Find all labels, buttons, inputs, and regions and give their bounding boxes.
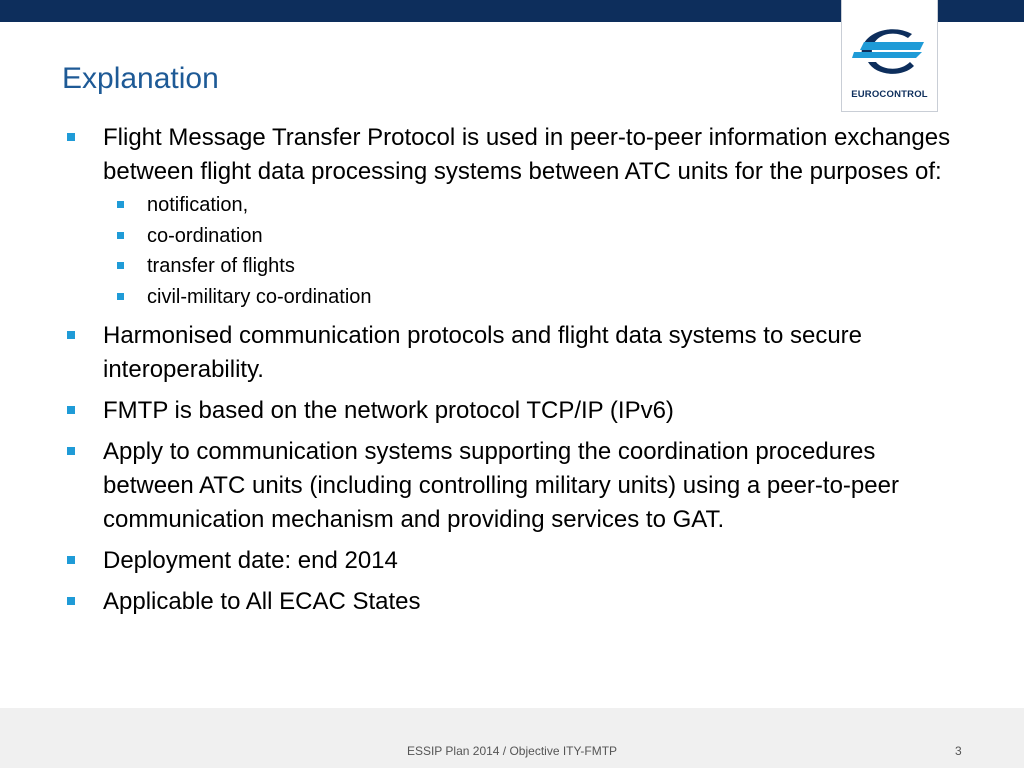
square-bullet-icon: [67, 556, 75, 564]
bullet-text: FMTP is based on the network protocol TCP/IP (IPv6): [103, 397, 674, 424]
footer-band: [0, 708, 1024, 768]
square-bullet-icon: [117, 293, 124, 300]
sub-bullet-text: transfer of flights: [147, 255, 295, 277]
square-bullet-icon: [67, 597, 75, 605]
bullet-text: Deployment date: end 2014: [103, 547, 398, 574]
square-bullet-icon: [67, 331, 75, 339]
bullet-item: [64, 319, 969, 387]
sub-bullet-item: [103, 251, 969, 282]
bullet-text: Flight Message Transfer Protocol is used in peer-to-peer information exchanges between flight data processing systems between ATC units for the purposes of:: [103, 124, 951, 185]
square-bullet-icon: [117, 201, 124, 208]
bullet-item: [64, 435, 969, 537]
bullet-list: [64, 121, 969, 619]
bullet-text: Harmonised communication protocols and flight data systems to secure interoperability.: [103, 322, 863, 383]
square-bullet-icon: [67, 133, 75, 141]
square-bullet-icon: [117, 232, 124, 239]
logo-wordmark: EUROCONTROL: [851, 89, 928, 100]
bullet-text: Applicable to All ECAC States: [103, 588, 421, 615]
sub-bullet-text: co-ordination: [147, 224, 263, 247]
sub-bullet-list: [103, 190, 969, 312]
bullet-item: [64, 121, 969, 312]
square-bullet-icon: [67, 447, 75, 455]
footer-text: ESSIP Plan 2014 / Objective ITY-FMTP: [406, 744, 618, 758]
bullet-text: Apply to communication systems supporting the coordination procedures between ATC units (including controlling military units) using a peer-to-peer communication mechanism and providing services to GAT.: [103, 438, 899, 533]
sub-bullet-item: [103, 282, 969, 313]
bullet-item: [64, 585, 969, 619]
slide-content: [64, 121, 969, 626]
bullet-item: [64, 544, 969, 578]
sub-bullet-item: [103, 190, 969, 221]
eurocontrol-emblem-icon: [850, 16, 930, 84]
eurocontrol-logo: [841, 0, 938, 112]
square-bullet-icon: [67, 406, 75, 414]
sub-bullet-text: notification,: [147, 194, 249, 216]
slide-title: Explanation: [62, 62, 219, 95]
sub-bullet-item: [103, 221, 969, 252]
sub-bullet-text: civil-military co-ordination: [147, 285, 372, 308]
square-bullet-icon: [117, 262, 124, 269]
page-number: 3: [955, 744, 962, 758]
bullet-item: [64, 394, 969, 428]
